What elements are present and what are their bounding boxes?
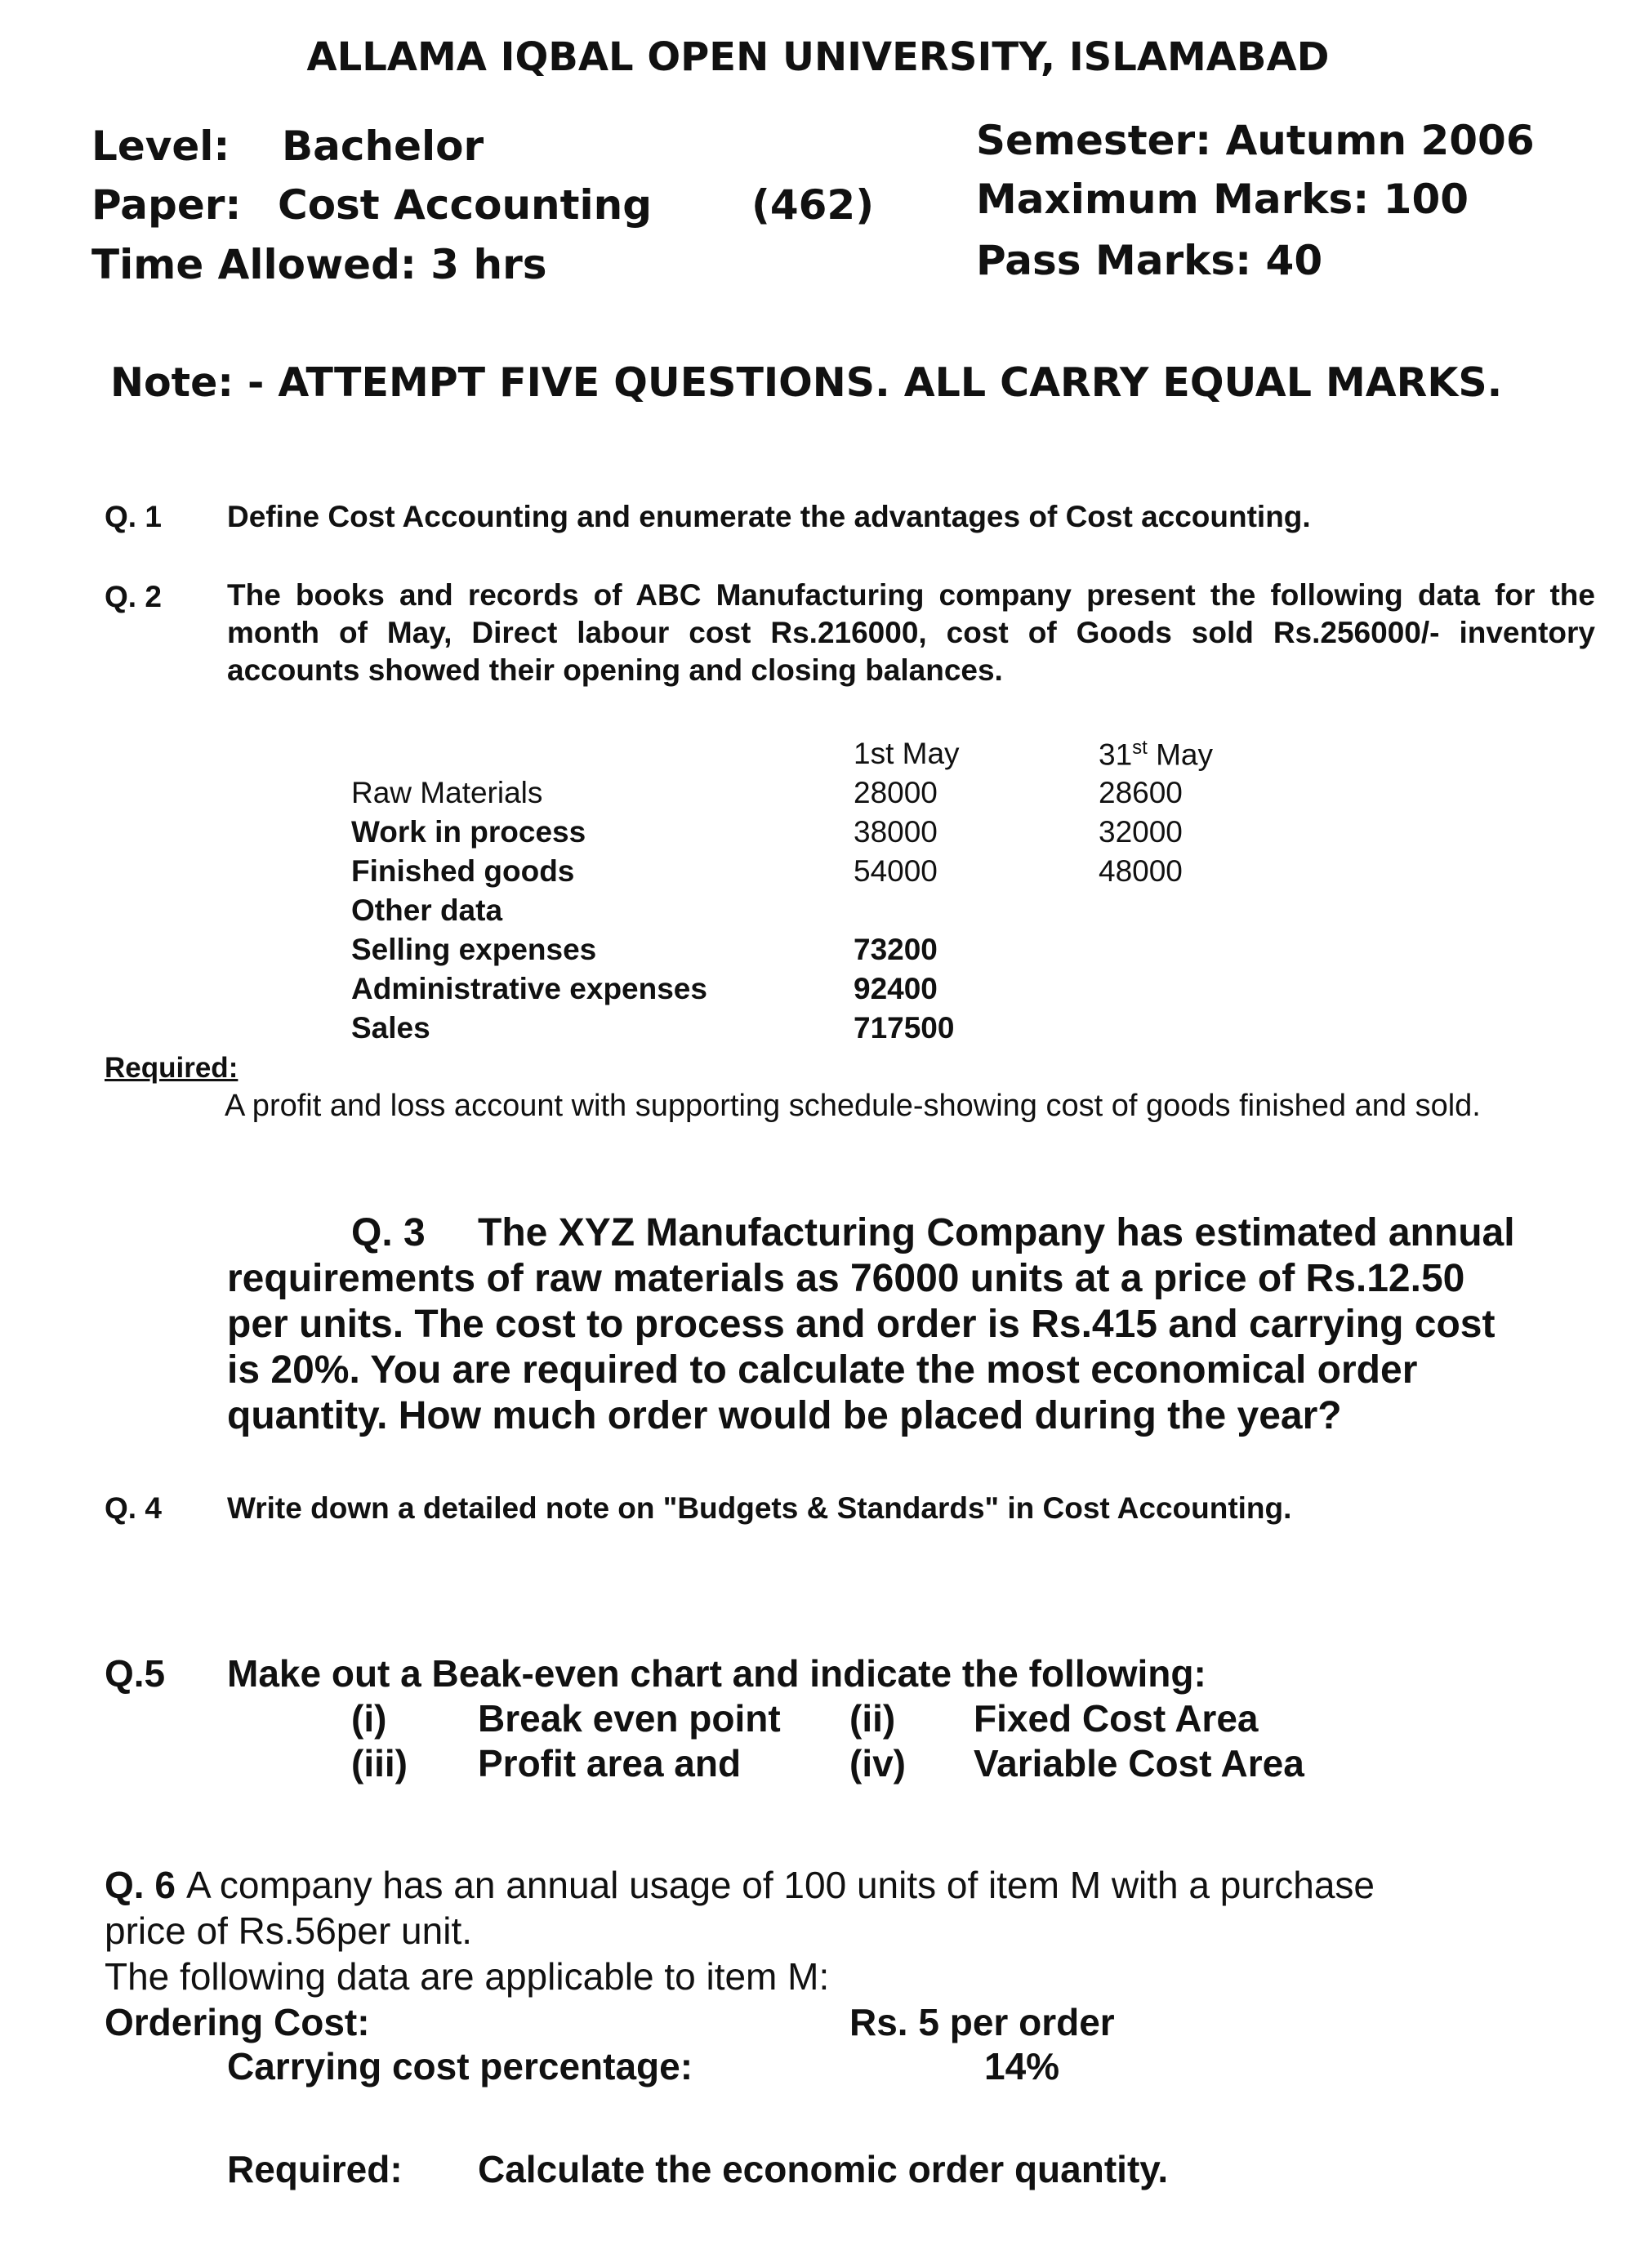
paper-value: Cost Accounting — [278, 181, 653, 229]
row-value-2: 48000 — [1099, 854, 1183, 888]
row-label: Administrative expenses — [351, 972, 707, 1005]
row-label: Other data — [351, 893, 503, 927]
row-value-1: 717500 — [854, 1011, 955, 1045]
col-header-31st-may: 31st May — [1099, 737, 1214, 772]
instructions-note: Note: - ATTEMPT FIVE QUESTIONS. ALL CARRY EQUAL MARKS. — [110, 359, 1503, 406]
row-value-1: 73200 — [854, 933, 938, 966]
maximum-marks: Maximum Marks: 100 — [976, 176, 1469, 223]
q5-item-number: (ii) — [849, 1697, 896, 1740]
q1-text: Define Cost Accounting and enumerate the advantages of Cost accounting. — [227, 500, 1311, 533]
row-label: Raw Materials — [351, 776, 543, 809]
time-allowed: Time Allowed: 3 hrs — [91, 241, 547, 288]
q5-item-label: Variable Cost Area — [974, 1742, 1304, 1785]
q3-number: Q. 3 — [351, 1211, 426, 1254]
q6-required-text: Calculate the economic order quantity. — [478, 2148, 1169, 2190]
q3-line: The XYZ Manufacturing Company has estimated annual — [478, 1211, 1515, 1254]
q3-line: per units. The cost to process and order is Rs.415 and carrying cost — [227, 1303, 1496, 1346]
level-value: Bachelor — [282, 123, 484, 170]
ordering-cost-value: Rs. 5 per order — [849, 2001, 1115, 2043]
q5-item-label: Fixed Cost Area — [974, 1697, 1259, 1740]
carrying-cost-label: Carrying cost percentage: — [227, 2045, 693, 2088]
q5-number: Q.5 — [105, 1652, 166, 1695]
row-value-1: 28000 — [854, 776, 938, 809]
q1-number: Q. 1 — [105, 500, 162, 533]
q2-required-label: Required: — [105, 1052, 238, 1084]
q2-required-text: A profit and loss account with supporting schedule-showing cost of goods finished and sold. — [225, 1089, 1481, 1123]
col-header-1st-may: 1st May — [854, 737, 960, 770]
q4-text: Write down a detailed note on "Budgets & Standards" in Cost Accounting. — [227, 1491, 1292, 1525]
q5-text: Make out a Beak-even chart and indicate the following: — [227, 1652, 1206, 1695]
q5-item-number: (iv) — [849, 1742, 906, 1785]
q6-number: Q. 6 — [105, 1864, 176, 1906]
row-value-1: 92400 — [854, 972, 938, 1005]
q4-number: Q. 4 — [105, 1491, 162, 1525]
semester: Semester: Autumn 2006 — [976, 117, 1535, 164]
row-value-1: 38000 — [854, 815, 938, 849]
q2-number: Q. 2 — [105, 580, 162, 613]
row-value-1: 54000 — [854, 854, 938, 888]
row-label: Sales — [351, 1011, 430, 1045]
level-label: Level: — [91, 123, 230, 170]
q6-line: A company has an annual usage of 100 units of item M with a purchase — [186, 1864, 1375, 1906]
row-value-2: 28600 — [1099, 776, 1183, 809]
q5-item-label: Break even point — [478, 1697, 781, 1740]
row-label: Selling expenses — [351, 933, 597, 966]
university-title: ALLAMA IQBAL OPEN UNIVERSITY, ISLAMABAD — [306, 34, 1330, 80]
q5-item-label: Profit area and — [478, 1742, 742, 1785]
pass-marks: Pass Marks: 40 — [976, 237, 1323, 284]
ordering-cost-label: Ordering Cost: — [105, 2001, 370, 2043]
q3-line: quantity. How much order would be placed during the year? — [227, 1394, 1342, 1437]
row-label: Work in process — [351, 815, 586, 849]
row-label: Finished goods — [351, 854, 575, 888]
q6-required-label: Required: — [227, 2148, 403, 2190]
q3-line: is 20%. You are required to calculate the most economical order — [227, 1348, 1418, 1392]
q5-item-number: (iii) — [351, 1742, 408, 1785]
q5-item-number: (i) — [351, 1697, 387, 1740]
paper-label: Paper: — [91, 181, 242, 229]
q2-text: The books and records of ABC Manufacturing company present the following data for the month of May, Direct labour cost Rs.216000, cost of Goods sold Rs.256000/- inventory accounts showed their opening and closing balances. — [227, 578, 1595, 687]
row-value-2: 32000 — [1099, 815, 1183, 849]
q3-line: requirements of raw materials as 76000 units at a price of Rs.12.50 — [227, 1257, 1465, 1300]
paper-code: (462) — [751, 181, 875, 229]
q6-line: The following data are applicable to item M: — [105, 1955, 830, 1998]
carrying-cost-value: 14% — [984, 2045, 1060, 2088]
q6-line: price of Rs.56per unit. — [105, 1909, 473, 1952]
